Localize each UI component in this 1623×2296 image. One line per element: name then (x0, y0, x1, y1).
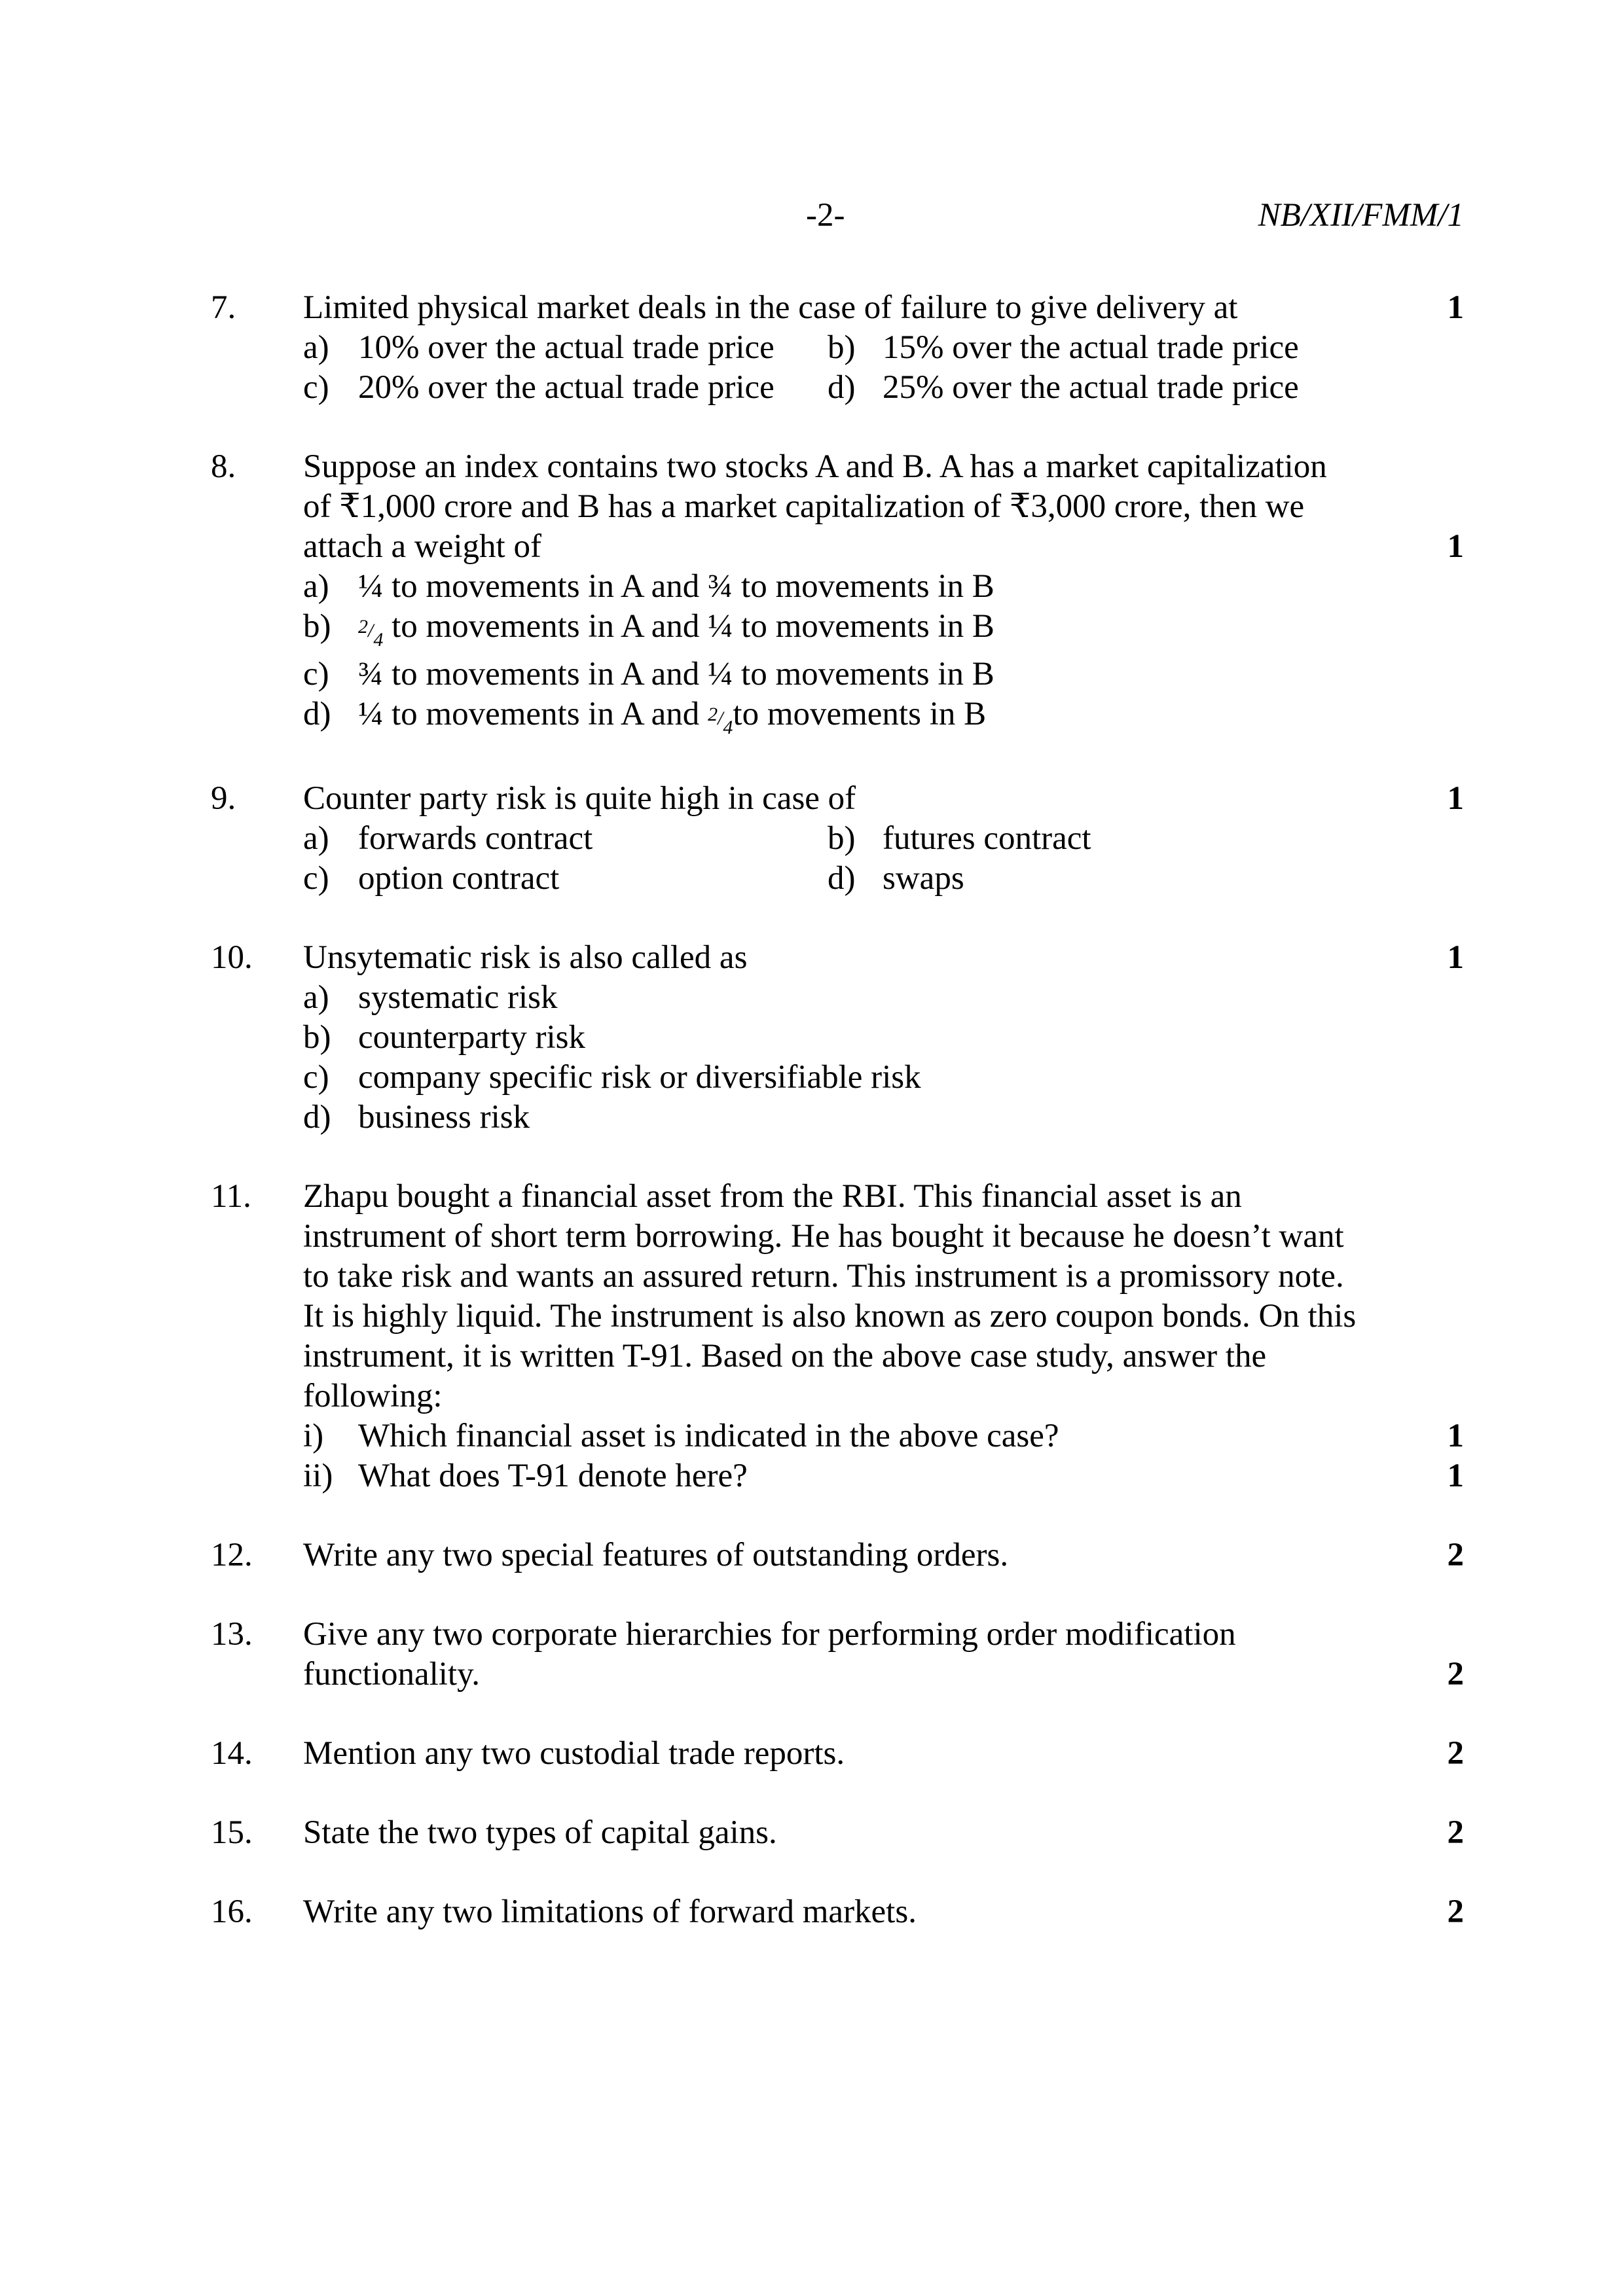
option-a (303, 567, 994, 607)
option-text: 15% over the actual trade price (883, 329, 1299, 366)
option-c (303, 859, 559, 899)
option-text: ¾ to movements in A and ¼ to movements in B (358, 656, 994, 692)
question-line: of ₹1,000 crore and B has a market capitalization of ₹3,000 crore, then we (303, 488, 1305, 525)
question-marks: 1 (1447, 780, 1464, 817)
option-label: b) (303, 608, 331, 645)
option-text: 20% over the actual trade price (358, 369, 775, 406)
question-line: instrument of short term borrowing. He has bought it because he doesn’t want (303, 1218, 1344, 1255)
option-label: c) (303, 656, 329, 692)
option-text: to movements in B (733, 696, 987, 732)
option-c (303, 655, 994, 694)
option-c (303, 368, 775, 408)
question-line: following: (303, 1378, 443, 1414)
option-label: b) (828, 329, 856, 366)
question-number: 8. (211, 448, 236, 485)
option-b (828, 328, 1299, 368)
question-marks: 1 (1447, 939, 1464, 976)
question-text: Mention any two custodial trade reports. (303, 1735, 845, 1772)
option-a (303, 819, 593, 859)
option-text: to movements in A and ¼ to movements in B (383, 608, 994, 645)
question-line: It is highly liquid. The instrument is also known as zero coupon bonds. On this (303, 1298, 1357, 1335)
option-text: forwards contract (358, 820, 593, 857)
fraction: 2/4 (708, 704, 733, 738)
option-label: d) (303, 696, 331, 732)
option-label: a) (303, 820, 329, 857)
sub-text: What does T-91 denote here? (358, 1458, 748, 1494)
sub-marks: 1 (1447, 1418, 1464, 1454)
question-line: Suppose an index contains two stocks A and B. A has a market capitalization (303, 448, 1327, 485)
option-text: business risk (358, 1099, 530, 1136)
sub-label: i) (303, 1418, 324, 1454)
option-label: a) (303, 329, 329, 366)
option-label: b) (828, 820, 856, 857)
option-d (828, 859, 964, 899)
question-text: Limited physical market deals in the case of failure to give delivery at (303, 289, 1238, 326)
question-number: 14. (211, 1735, 253, 1772)
option-label: d) (828, 860, 856, 897)
question-text: Unsytematic risk is also called as (303, 939, 748, 976)
paper-code: NB/XII/FMM/1 (1258, 197, 1464, 234)
option-label: a) (303, 979, 329, 1016)
option-text: futures contract (883, 820, 1091, 857)
option-text: systematic risk (358, 979, 558, 1016)
question-marks: 2 (1447, 1893, 1464, 1930)
option-text: 25% over the actual trade price (883, 369, 1299, 406)
option-text: swaps (883, 860, 964, 897)
option-a (303, 328, 775, 368)
question-marks: 2 (1447, 1656, 1464, 1693)
question-line: attach a weight of (303, 528, 541, 565)
question-line: instrument, it is written T-91. Based on the above case study, answer the (303, 1338, 1267, 1374)
option-d (303, 1098, 530, 1138)
question-number: 9. (211, 780, 236, 817)
question-marks: 2 (1447, 1537, 1464, 1573)
question-text: Write any two limitations of forward markets. (303, 1893, 917, 1930)
sub-label: ii) (303, 1458, 333, 1494)
question-number: 12. (211, 1537, 253, 1573)
question-marks: 1 (1447, 289, 1464, 326)
question-line: to take risk and wants an assured return. This instrument is a promissory note. (303, 1258, 1344, 1295)
option-text: option contract (358, 860, 560, 897)
option-label: c) (303, 860, 329, 897)
question-marks: 1 (1447, 528, 1464, 565)
question-number: 7. (211, 289, 236, 326)
option-label: b) (303, 1019, 331, 1056)
question-number: 13. (211, 1616, 253, 1653)
question-line: Zhapu bought a financial asset from the RBI. This financial asset is an (303, 1178, 1242, 1215)
question-number: 15. (211, 1814, 253, 1851)
option-b (303, 607, 994, 651)
sub-question-ii (303, 1456, 748, 1496)
sub-question-i (303, 1416, 1059, 1456)
option-a (303, 978, 558, 1018)
option-b (303, 1018, 585, 1058)
fraction: 2/4 (358, 616, 384, 651)
option-text: company specific risk or diversifiable risk (358, 1059, 921, 1096)
option-text: ¼ to movements in A and ¾ to movements in B (358, 568, 994, 605)
sub-marks: 1 (1447, 1458, 1464, 1494)
option-text: 10% over the actual trade price (358, 329, 775, 366)
option-label: c) (303, 369, 329, 406)
question-text: Counter party risk is quite high in case of (303, 780, 856, 817)
question-line: Give any two corporate hierarchies for performing order modification (303, 1616, 1236, 1653)
question-number: 11. (211, 1178, 251, 1215)
question-marks: 2 (1447, 1735, 1464, 1772)
option-c (303, 1058, 921, 1098)
question-text: State the two types of capital gains. (303, 1814, 777, 1851)
option-b (828, 819, 1091, 859)
question-text: Write any two special features of outstanding orders. (303, 1537, 1009, 1573)
sub-text: Which financial asset is indicated in the above case? (358, 1418, 1059, 1454)
option-text: ¼ to movements in A and (358, 696, 708, 732)
option-label: d) (828, 369, 856, 406)
question-number: 16. (211, 1893, 253, 1930)
option-d (828, 368, 1299, 408)
page-number: -2- (806, 197, 845, 234)
option-label: d) (303, 1099, 331, 1136)
question-marks: 2 (1447, 1814, 1464, 1851)
question-line: functionality. (303, 1656, 481, 1693)
option-d (303, 694, 986, 738)
option-label: c) (303, 1059, 329, 1096)
option-label: a) (303, 568, 329, 605)
question-number: 10. (211, 939, 253, 976)
option-text: counterparty risk (358, 1019, 585, 1056)
